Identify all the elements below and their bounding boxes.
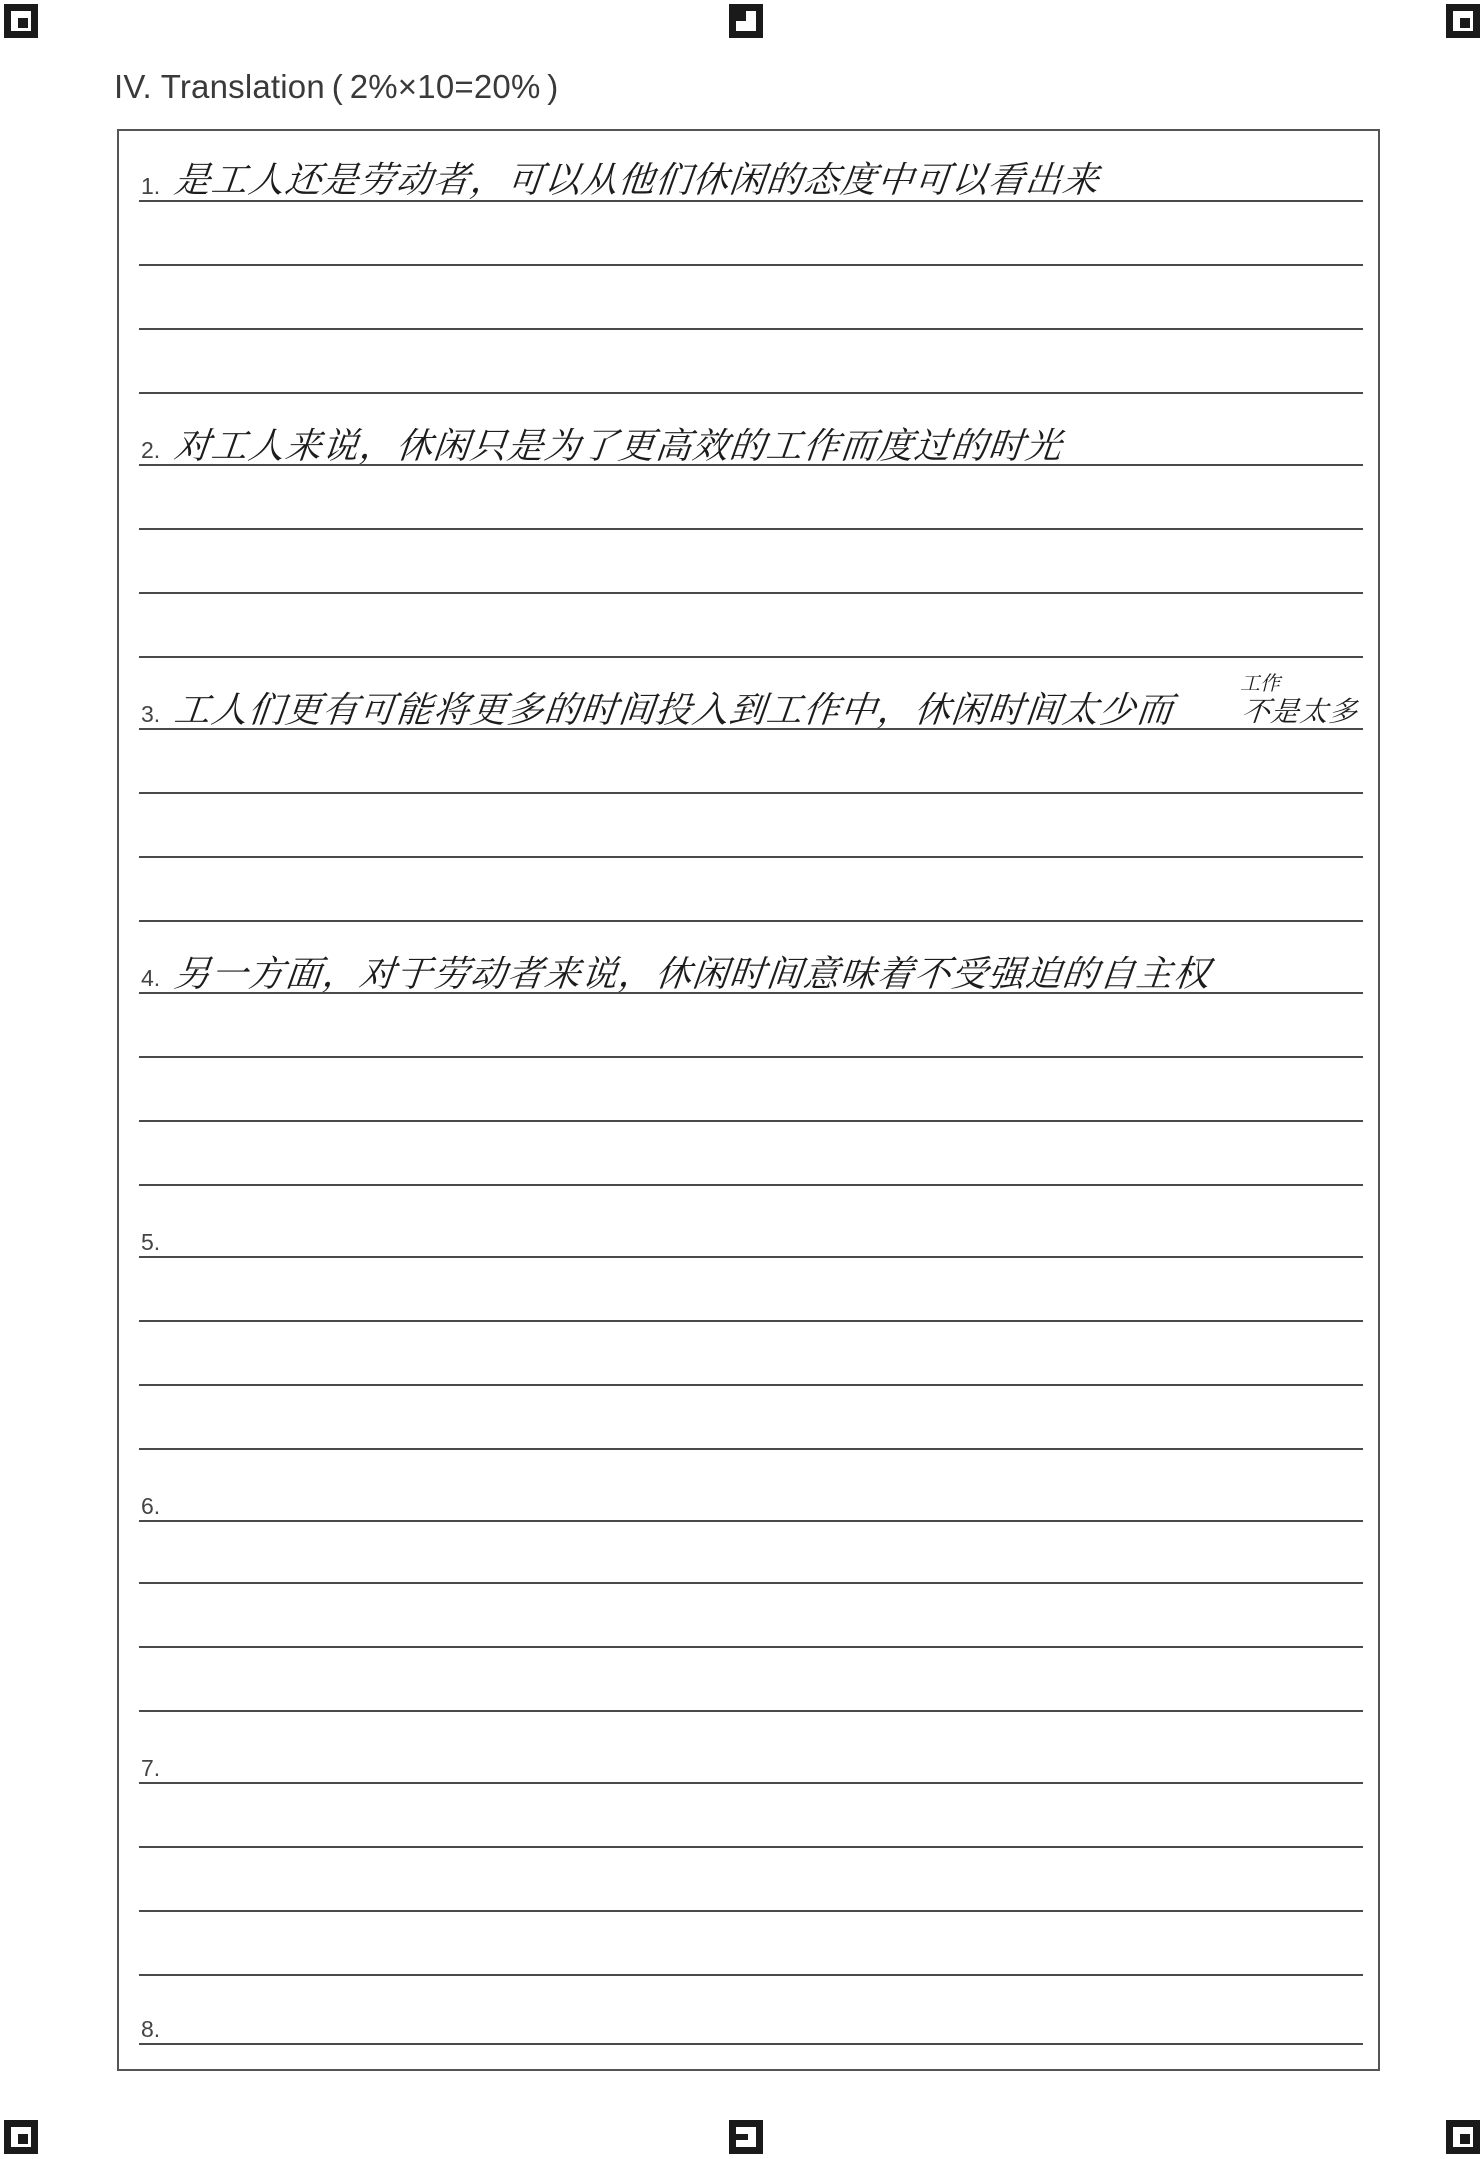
answer-line-q5-3[interactable] (139, 1384, 1363, 1386)
answer-line-q2-4[interactable] (139, 656, 1363, 658)
question-number: 3. (141, 701, 161, 727)
registration-marker-top-right (1446, 4, 1480, 38)
answer-line-q7-1[interactable] (139, 1782, 1363, 1784)
registration-marker-bottom-left (4, 2120, 38, 2154)
question-number: 8. (141, 2016, 161, 2042)
question-number: 2. (141, 437, 161, 463)
answer-line-q6-1[interactable] (139, 1520, 1363, 1522)
answer-line-q4-1[interactable] (139, 992, 1363, 994)
question-number: 4. (141, 965, 161, 991)
answer-line-q3-2[interactable] (139, 792, 1363, 794)
question-number: 1. (141, 173, 161, 199)
answer-line-q1-1[interactable] (139, 200, 1363, 202)
handwritten-correction: 工作 (1240, 671, 1280, 695)
handwritten-answer: 是工人还是劳动者，可以从他们休闲的态度中可以看出来 (172, 160, 1102, 201)
answer-line-q4-3[interactable] (139, 1120, 1363, 1122)
answer-line-q3-4[interactable] (139, 920, 1363, 922)
answer-line-q1-3[interactable] (139, 328, 1363, 330)
handwritten-answer: 工人们更有可能将更多的时间投入到工作中，休闲时间太少而 (172, 690, 1176, 731)
answer-line-q5-1[interactable] (139, 1256, 1363, 1258)
section-title: IV. Translation ( 2%×10=20% ) (114, 68, 559, 105)
answer-line-q6-3[interactable] (139, 1646, 1363, 1648)
question-number: 7. (141, 1755, 161, 1781)
answer-line-q2-1[interactable] (139, 464, 1363, 466)
answer-line-q7-4[interactable] (139, 1974, 1363, 1976)
handwritten-answer-tail: 不是太多 (1240, 695, 1360, 728)
answer-line-q3-3[interactable] (139, 856, 1363, 858)
answer-line-q4-4[interactable] (139, 1184, 1363, 1186)
registration-marker-top-center (729, 4, 763, 38)
answer-line-q4-2[interactable] (139, 1056, 1363, 1058)
answer-line-q2-2[interactable] (139, 528, 1363, 530)
handwritten-answer: 另一方面，对于劳动者来说，休闲时间意味着不受强迫的自主权 (172, 954, 1213, 995)
registration-marker-top-left (4, 4, 38, 38)
answer-line-q6-2[interactable] (139, 1582, 1363, 1584)
answer-line-q3-1[interactable] (139, 728, 1363, 730)
answer-line-q8-1[interactable] (139, 2043, 1363, 2045)
answer-line-q2-3[interactable] (139, 592, 1363, 594)
answer-line-q1-4[interactable] (139, 392, 1363, 394)
question-number: 5. (141, 1229, 161, 1255)
question-number: 6. (141, 1493, 161, 1519)
registration-marker-bottom-right (1446, 2120, 1480, 2154)
handwritten-answer: 对工人来说，休闲只是为了更高效的工作而度过的时光 (172, 426, 1065, 467)
answer-line-q7-2[interactable] (139, 1846, 1363, 1848)
answer-line-q6-4[interactable] (139, 1710, 1363, 1712)
answer-line-q5-4[interactable] (139, 1448, 1363, 1450)
answer-line-q5-2[interactable] (139, 1320, 1363, 1322)
answer-line-q1-2[interactable] (139, 264, 1363, 266)
answer-line-q7-3[interactable] (139, 1910, 1363, 1912)
registration-marker-bottom-center (729, 2120, 763, 2154)
